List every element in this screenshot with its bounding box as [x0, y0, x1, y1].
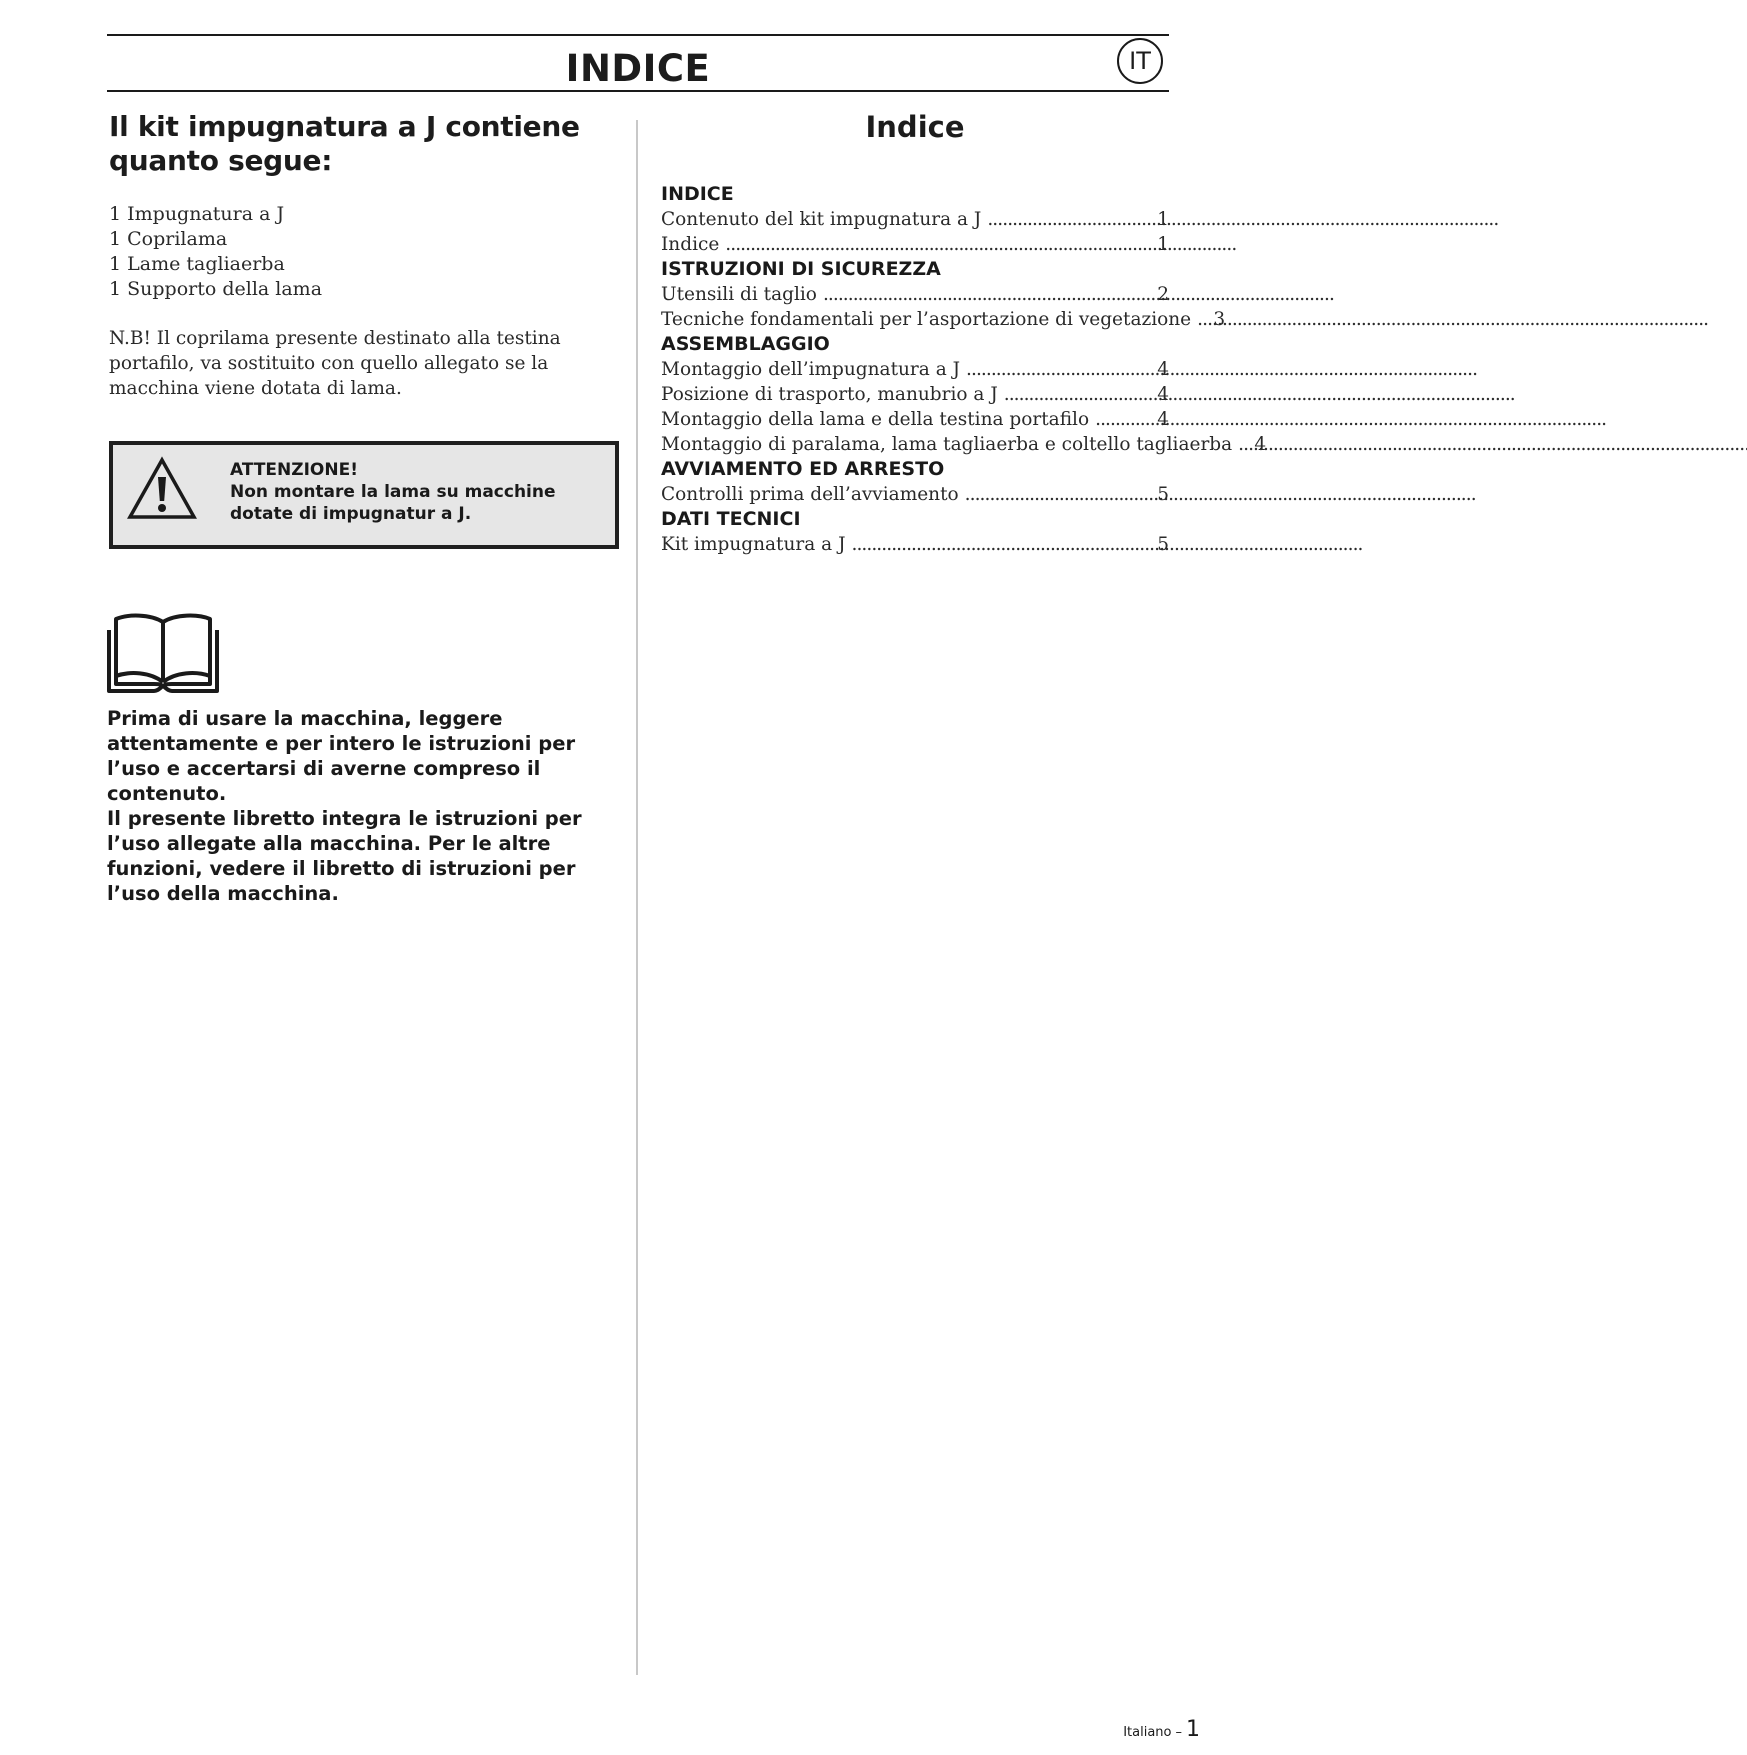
toc-entry[interactable] — [661, 532, 1169, 557]
toc-entry-label: Utensili di taglio — [661, 284, 817, 305]
supplement-paragraph: Il presente libretto integra le istruzioni per l’uso allegate alla macchina. Per le altre funzioni, vedere il libretto di istruzioni per l’uso della macchina. — [107, 807, 582, 905]
toc-entry[interactable] — [661, 482, 1169, 507]
toc-entry-page: 2 — [1157, 284, 1169, 305]
toc-section-title: INDICE — [661, 183, 734, 205]
toc-leader-dots — [1095, 407, 1151, 432]
kit-contents-section — [109, 110, 619, 401]
blade-guard-note: N.B! Il coprilama presente destinato alla testina portafilo, va sostituito con quello allegato se la macchina viene dotata di lama. — [109, 328, 561, 399]
page-title: INDICE — [565, 47, 711, 90]
toc-entry[interactable] — [661, 282, 1169, 307]
toc-entry-page: 5 — [1157, 534, 1169, 555]
toc-leader-dots — [987, 207, 1151, 232]
read-instructions-paragraph: Prima di usare la macchina, leggere attentamente e per intero le istruzioni per l’uso e accertarsi di averne compreso il contenuto. — [107, 707, 576, 805]
warning-triangle-icon — [127, 457, 197, 521]
toc-entry-label: Montaggio di paralama, lama tagliaerba e coltello tagliaerba — [661, 434, 1233, 455]
toc-heading: Indice — [865, 110, 965, 144]
toc-body — [661, 182, 1267, 557]
toc-entry-page: 1 — [1157, 209, 1169, 230]
toc-leader-dots — [966, 357, 1151, 382]
toc-leader-dots — [1197, 307, 1207, 332]
warning-title: ATTENZIONE! — [230, 460, 358, 480]
page-footer — [1123, 1717, 1200, 1742]
footer-separator: – — [1175, 1725, 1182, 1740]
toc-entry[interactable] — [661, 407, 1169, 432]
toc-entry-label: Posizione di trasporto, manubrio a J — [661, 384, 998, 405]
toc-entry-label: Contenuto del kit impugnatura a J — [661, 209, 982, 230]
toc-entry-label: Montaggio della lama e della testina portafilo — [661, 409, 1090, 430]
toc-entry[interactable] — [661, 307, 1226, 332]
toc-leader-dots — [823, 282, 1151, 307]
toc-section-title: ASSEMBLAGGIO — [661, 333, 830, 355]
footer-language: Italiano — [1123, 1725, 1172, 1740]
toc-entry-label: Kit impugnatura a J — [661, 534, 846, 555]
table-of-contents — [661, 110, 1267, 557]
toc-section-title: ISTRUZIONI DI SICUREZZA — [661, 258, 941, 280]
kit-item: 1 Impugnatura a J — [109, 203, 285, 225]
toc-entry-page: 5 — [1157, 484, 1169, 505]
kit-item: 1 Supporto della lama — [109, 278, 323, 300]
toc-entry-page: 4 — [1254, 434, 1267, 455]
warning-text — [230, 459, 603, 525]
toc-entry-label: Indice — [661, 234, 720, 255]
kit-item: 1 Coprilama — [109, 228, 228, 250]
toc-entry-page: 1 — [1157, 234, 1169, 255]
page-number: 1 — [1186, 1717, 1200, 1742]
language-badge: IT — [1117, 38, 1163, 84]
toc-entry-page: 4 — [1157, 409, 1169, 430]
toc-section-title: AVVIAMENTO ED ARRESTO — [661, 458, 945, 480]
toc-leader-dots — [725, 232, 1151, 257]
toc-leader-dots — [1238, 432, 1248, 457]
title-bottom-rule — [107, 90, 1169, 92]
toc-entry-page: 4 — [1157, 359, 1169, 380]
toc-entry[interactable] — [661, 207, 1169, 232]
column-divider — [636, 120, 638, 1675]
kit-list — [109, 202, 619, 302]
toc-entry[interactable] — [661, 382, 1169, 407]
toc-entry[interactable] — [661, 432, 1267, 457]
toc-entry-label: Tecniche fondamentali per l’asportazione di vegetazione — [661, 309, 1192, 330]
kit-heading: Il kit impugnatura a J contiene quanto segue: — [109, 110, 580, 177]
toc-entry-page: 3 — [1213, 309, 1226, 330]
toc-entry-label: Controlli prima dell’avviamento — [661, 484, 959, 505]
warning-message: Non montare la lama su macchine dotate di impugnatur a J. — [230, 482, 556, 524]
warning-box — [109, 441, 619, 549]
open-book-icon — [106, 612, 220, 694]
kit-item: 1 Lame tagliaerba — [109, 253, 285, 275]
toc-section-title: DATI TECNICI — [661, 508, 801, 530]
toc-leader-dots — [965, 482, 1151, 507]
toc-entry-page: 4 — [1157, 384, 1169, 405]
toc-leader-dots — [852, 532, 1152, 557]
top-rule — [107, 34, 1169, 36]
toc-leader-dots — [1004, 382, 1151, 407]
toc-entry-label: Montaggio dell’impugnatura a J — [661, 359, 961, 380]
toc-entry[interactable] — [661, 232, 1169, 257]
toc-entry[interactable] — [661, 357, 1169, 382]
